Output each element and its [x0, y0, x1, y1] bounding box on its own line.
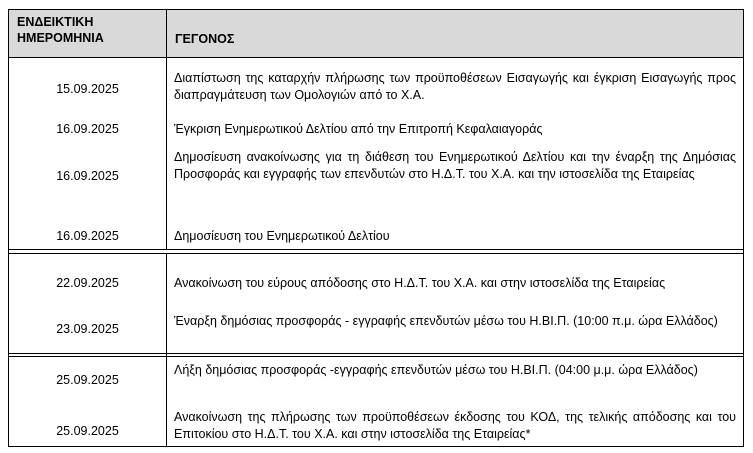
- group-separator: [9, 249, 743, 250]
- row-date: 16.09.2025: [56, 229, 119, 243]
- row-event: Λήξη δημόσιας προσφοράς -εγγραφής επενδυτών μέσω του Η.ΒΙ.Π. (04:00 μ.μ. ώρα Ελλάδος): [174, 363, 698, 377]
- row-date: 15.09.2025: [56, 82, 119, 96]
- row-date: 25.09.2025: [56, 373, 119, 387]
- column-divider: [166, 254, 167, 447]
- row-event: Έναρξη δημόσιας προσφοράς - εγγραφής επενδυτών μέσω του Η.ΒΙ.Π. (10:00 π.μ. ώρα Ελλάδος): [174, 314, 718, 328]
- header-date: ΕΝΔΕΙΚΤΙΚΗ ΗΜΕΡΟΜΗΝΙΑ: [17, 15, 104, 45]
- table-header: [9, 10, 743, 58]
- header-event: ΓΕΓΟΝΟΣ: [175, 32, 235, 46]
- row-event: Δημοσίευση ανακοίνωσης για τη διάθεση του Ενημερωτικού Δελτίου και την έναρξη της Δημόσιας Προσφοράς και εγγραφής των επενδυτών στο Η.Δ.Τ. του Χ.Α. και την ιστοσελίδα της Εταιρείας: [174, 150, 736, 181]
- row-date: 22.09.2025: [56, 276, 119, 290]
- group-separator: [9, 253, 743, 254]
- group-separator: [9, 356, 743, 357]
- row-date: 23.09.2025: [56, 322, 119, 336]
- timetable: [8, 9, 744, 447]
- row-event: Ανακοίνωση του εύρους απόδοσης στο Η.Δ.Τ. του Χ.Α. και στην ιστοσελίδα της Εταιρείας: [174, 276, 666, 290]
- row-date: 25.09.2025: [56, 424, 119, 438]
- row-date: 16.09.2025: [56, 122, 119, 136]
- row-event: Δημοσίευση του Ενημερωτικού Δελτίου: [174, 229, 390, 243]
- group-separator: [9, 353, 743, 354]
- row-event: Έγκριση Ενημερωτικού Δελτίου από την Επιτροπή Κεφαλαιαγοράς: [174, 122, 543, 136]
- row-event: Ανακοίνωση της πλήρωσης των προϋποθέσεων έκδοσης του ΚΟΔ, της τελικής απόδοσης και του Επιτοκίου στο Η.Δ.Τ. του Χ.Α. και στην ιστοσελίδα της Εταιρείας*: [174, 410, 736, 441]
- row-date: 16.09.2025: [56, 169, 119, 183]
- row-event: Διαπίστωση της καταρχήν πλήρωσης των προϋποθέσεων Εισαγωγής και έγκριση Εισαγωγής προς διαπραγμάτευση των Ομολογιών από το Χ.Α.: [174, 71, 736, 102]
- column-divider: [166, 10, 167, 249]
